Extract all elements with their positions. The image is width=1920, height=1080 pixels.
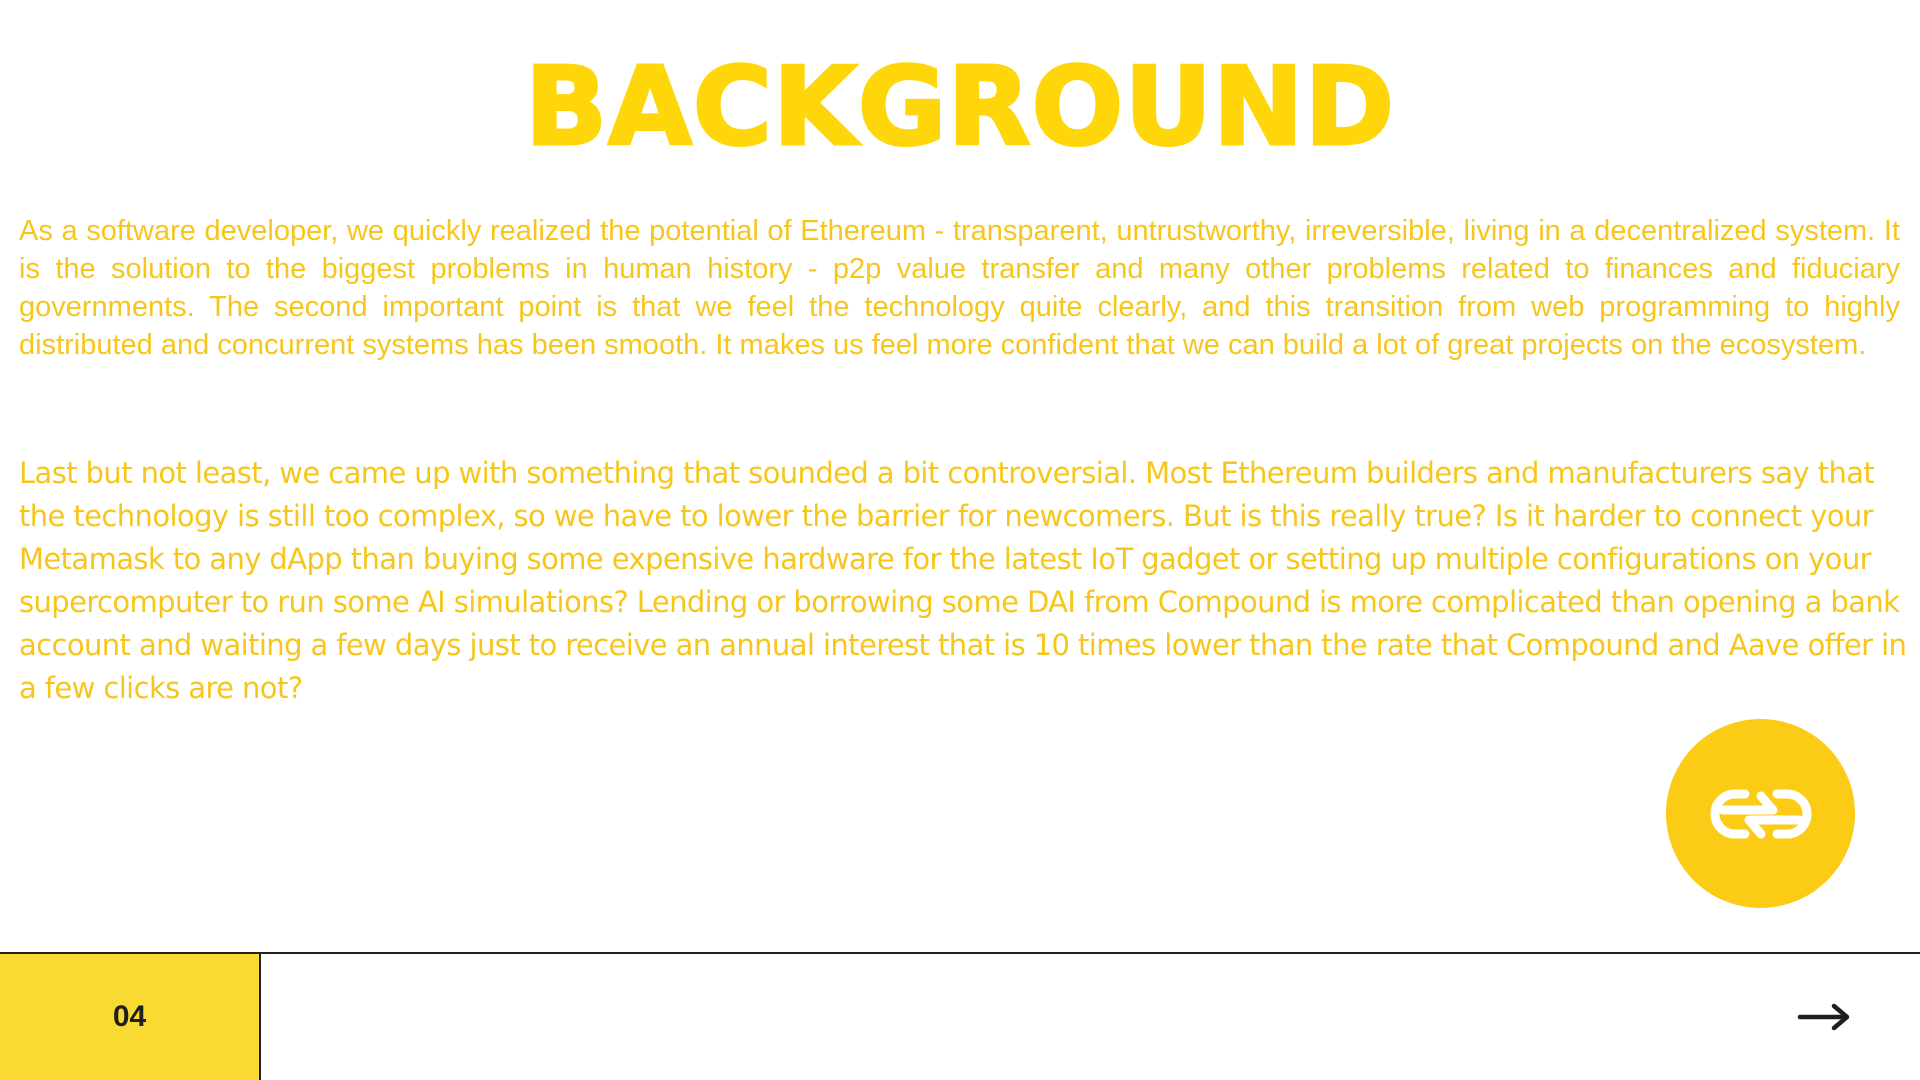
body-paragraph-2: Last but not least, we came up with something that sounded a bit controversial. Most Ethereum builders and manufacturers say that the technology is still too complex, so we have to lower the barrier for newcomers. But is this really true? Is it harder to connect your Metamask to any dApp than buying some expensive hardware for the latest IoT gadget or setting up multiple configurations on your supercomputer to run some AI simulations? Lending or borrowing some DAI from Compound is more complicated than opening a bank account and waiting a few days just to receive an annual interest that is 10 times lower than the rate that Compound and Aave offer in a few clicks are not? <box>19 456 1907 705</box>
page-number: 04 <box>112 1000 147 1033</box>
slide-title: BACKGROUND <box>524 45 1396 170</box>
footer-bar <box>0 952 1920 1080</box>
link-exchange-icon <box>1701 774 1821 854</box>
arrow-right-icon[interactable] <box>1796 1002 1852 1032</box>
page-number-box <box>0 954 261 1080</box>
logo-badge <box>1666 719 1855 908</box>
body-paragraph-1: As a software developer, we quickly realized the potential of Ethereum - transparent, untrustworthy, irreversible, living in a decentralized system. It is the solution to the biggest problems in human history - p2p value transfer and many other problems related to finances and fiduciary governments. The second important point is that we feel the technology quite clearly, and this transition from web programming to highly distributed and concurrent systems has been smooth. It makes us feel more confident that we can build a lot of great projects on the ecosystem. <box>19 215 1900 361</box>
